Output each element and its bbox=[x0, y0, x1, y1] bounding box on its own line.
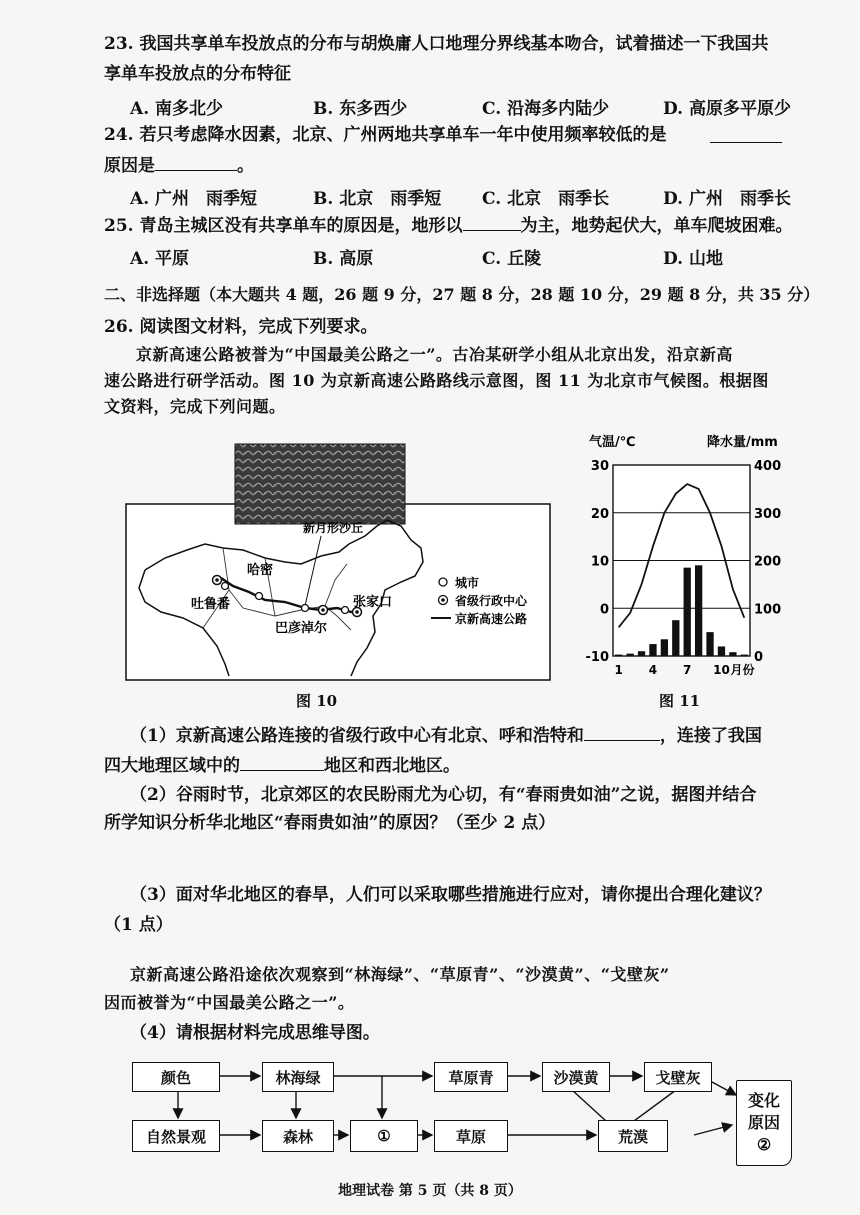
q23-option-a: A. 南多北少 bbox=[130, 99, 224, 119]
q26-sub1-blank-2 bbox=[240, 754, 324, 771]
mindmap-desert-yellow-box: 沙漠黄 bbox=[542, 1062, 610, 1092]
q26-sub3-line2: （1 点） bbox=[104, 915, 173, 935]
precip-bar bbox=[695, 565, 702, 656]
figure-10-caption: 图 10 bbox=[296, 692, 338, 710]
q26-title: 26. 阅读图文材料，完成下列要求。 bbox=[104, 317, 378, 337]
figure-11-caption: 图 11 bbox=[659, 692, 701, 710]
precip-tick-label: 400 bbox=[754, 459, 782, 474]
q26-sub1-line1: （1）京新高速公路连接的省级行政中心有北京、呼和浩特和 ，连接了我国 bbox=[130, 726, 762, 746]
precip-bar bbox=[626, 654, 633, 656]
mindmap-blank-1-box: ① bbox=[350, 1120, 418, 1152]
q23-stem-line2: 享单车投放点的分布特征 bbox=[104, 64, 291, 84]
mindmap-gobi-gray-box: 戈壁灰 bbox=[644, 1062, 712, 1092]
precip-bar bbox=[706, 632, 713, 656]
legend-highway-label: 京新高速公路 bbox=[455, 612, 528, 626]
q23-option-c: C. 沿海多内陆少 bbox=[482, 99, 610, 119]
q24-stem-line1: 24. 若只考虑降水因素，北京、广州两地共享单车一年中使用频率较低的是 bbox=[104, 125, 667, 145]
month-tick-label: 7 bbox=[683, 663, 692, 677]
mindmap-grassland-cyan-box: 草原青 bbox=[434, 1062, 508, 1092]
right-axis-title: 降水量/mm bbox=[707, 435, 778, 450]
q26-sub1-blank-1 bbox=[584, 724, 660, 741]
q26-material-line2: 速公路进行研学活动。图 10 为京新高速公路路线示意图，图 11 为北京市气候图。根据图 bbox=[104, 371, 769, 390]
q26-material2-line2: 因而被誉为“中国最美公路之一”。 bbox=[104, 993, 355, 1012]
bayannur-label: 巴彦淖尔 bbox=[275, 621, 328, 636]
q25-stem: 25. 青岛主城区没有共享单车的原因是，地形以 为主，地势起伏大，单车爬坡困难。 bbox=[104, 216, 793, 236]
q25-option-b: B. 高原 bbox=[313, 249, 374, 269]
left-axis-title: 气温/℃ bbox=[589, 435, 636, 450]
hami-marker bbox=[256, 593, 263, 600]
zhangjiakou-marker bbox=[342, 607, 349, 614]
q26-sub2-line1: （2）谷雨时节，北京郊区的农民盼雨尤为心切，有“春雨贵如油”之说，据图并结合 bbox=[130, 785, 757, 805]
doc-line2: 原因 bbox=[747, 1113, 780, 1132]
mindmap-forest-box: 森林 bbox=[262, 1120, 334, 1152]
month-tick-label: 1 bbox=[614, 663, 623, 677]
page-footer: 地理试卷 第 5 页（共 8 页） bbox=[338, 1183, 522, 1199]
mindmap-forest-green-box: 林海绿 bbox=[262, 1062, 334, 1092]
q24-answer-blank-1 bbox=[710, 142, 782, 143]
q26-material2-line1: 京新高速公路沿途依次观察到“林海绿”、“草原青”、“沙漠黄”、“戈壁灰” bbox=[130, 965, 670, 984]
mindmap-color-box: 颜色 bbox=[132, 1062, 220, 1092]
q24-answer-blank-2 bbox=[155, 154, 237, 171]
zhangjiakou-label: 张家口 bbox=[353, 595, 393, 610]
precip-bar bbox=[741, 655, 748, 656]
q24-option-d: D. 广州 雨季长 bbox=[663, 189, 791, 209]
temp-tick-label: 20 bbox=[590, 506, 609, 522]
doc-line1: 变化 bbox=[747, 1091, 780, 1110]
q26-sub2-line2: 所学知识分析华北地区“春雨贵如油”的原因？（至少 2 点） bbox=[104, 813, 556, 833]
q26-sub1-line2: 四大地理区域中的 地区和西北地区。 bbox=[104, 756, 460, 776]
q26-sub4: （4）请根据材料完成思维导图。 bbox=[130, 1023, 380, 1043]
q25-option-d: D. 山地 bbox=[663, 249, 723, 269]
q25-option-c: C. 丘陵 bbox=[482, 249, 542, 269]
legend-city-label: 城市 bbox=[455, 576, 480, 590]
bayannur-marker bbox=[302, 605, 309, 612]
q24-option-b: B. 北京 雨季短 bbox=[313, 189, 442, 209]
mindmap-change-reason-doc bbox=[736, 1080, 792, 1166]
precip-bar bbox=[672, 620, 679, 656]
precip-bar bbox=[684, 568, 691, 656]
mindmap-natural-landscape-box: 自然景观 bbox=[132, 1120, 220, 1152]
q26-sub3-line1: （3）面对华北地区的春旱，人们可以采取哪些措施进行应对，请你提出合理化建议？ bbox=[130, 885, 771, 905]
q26-material bbox=[104, 342, 816, 420]
precip-bar bbox=[615, 655, 622, 656]
q23-stem-line1: 23. 我国共享单车投放点的分布与胡焕庸人口地理分界线基本吻合，试着描述一下我国共 bbox=[104, 34, 769, 54]
turpan-marker bbox=[222, 583, 229, 590]
temp-tick-label: 10 bbox=[590, 554, 609, 570]
legend-city-symbol bbox=[439, 578, 447, 586]
precip-tick-label: 300 bbox=[754, 506, 782, 522]
hami-label: 哈密 bbox=[247, 563, 274, 578]
mindmap-desert-box: 荒漠 bbox=[598, 1120, 668, 1152]
q25-answer-blank bbox=[463, 214, 521, 231]
q26-material-line3: 文资料，完成下列问题。 bbox=[104, 397, 286, 416]
figure-10-route-map bbox=[125, 440, 555, 685]
q26-material-line1: 京新高速公路被誉为“中国最美公路之一”。古冶某研学小组从北京出发，沿京新高 bbox=[136, 345, 733, 364]
q23-option-b: B. 东多西少 bbox=[313, 99, 408, 119]
month-axis-suffix: 月份 bbox=[730, 663, 755, 677]
dune-label: 新月形沙丘 bbox=[303, 521, 364, 535]
month-tick-label: 10 bbox=[713, 663, 730, 677]
doc-line3: ② bbox=[756, 1135, 772, 1154]
q24-option-c: C. 北京 雨季长 bbox=[482, 189, 610, 209]
temp-tick-label: 30 bbox=[590, 459, 609, 474]
q24-option-a: A. 广州 雨季短 bbox=[130, 189, 258, 209]
precip-tick-label: 100 bbox=[754, 602, 782, 618]
turpan-label: 吐鲁番 bbox=[191, 597, 231, 612]
precip-bar bbox=[718, 646, 725, 656]
legend-capital-label: 省级行政中心 bbox=[455, 594, 528, 608]
q24-stem-line2: 原因是 。 bbox=[104, 156, 254, 176]
precip-tick-label: 200 bbox=[754, 554, 782, 570]
month-tick-label: 4 bbox=[648, 663, 658, 677]
section-2-heading: 二、非选择题（本大题共 4 题，26 题 9 分，27 题 8 分，28 题 10 分，29 题 8 分，共 35 分） bbox=[104, 285, 820, 304]
q25-option-a: A. 平原 bbox=[130, 249, 190, 269]
dune-photo bbox=[235, 444, 405, 524]
precip-bar bbox=[638, 651, 645, 656]
precip-bar bbox=[649, 644, 656, 656]
figure-11-climate-chart bbox=[585, 430, 782, 690]
precip-bar bbox=[661, 639, 668, 656]
temp-tick-label: -10 bbox=[585, 650, 609, 665]
mindmap-grassland-box: 草原 bbox=[434, 1120, 508, 1152]
temp-tick-label: 0 bbox=[599, 602, 609, 618]
q23-option-d: D. 高原多平原少 bbox=[663, 99, 791, 119]
precip-bar bbox=[729, 652, 736, 656]
precip-tick-label: 0 bbox=[754, 650, 764, 665]
